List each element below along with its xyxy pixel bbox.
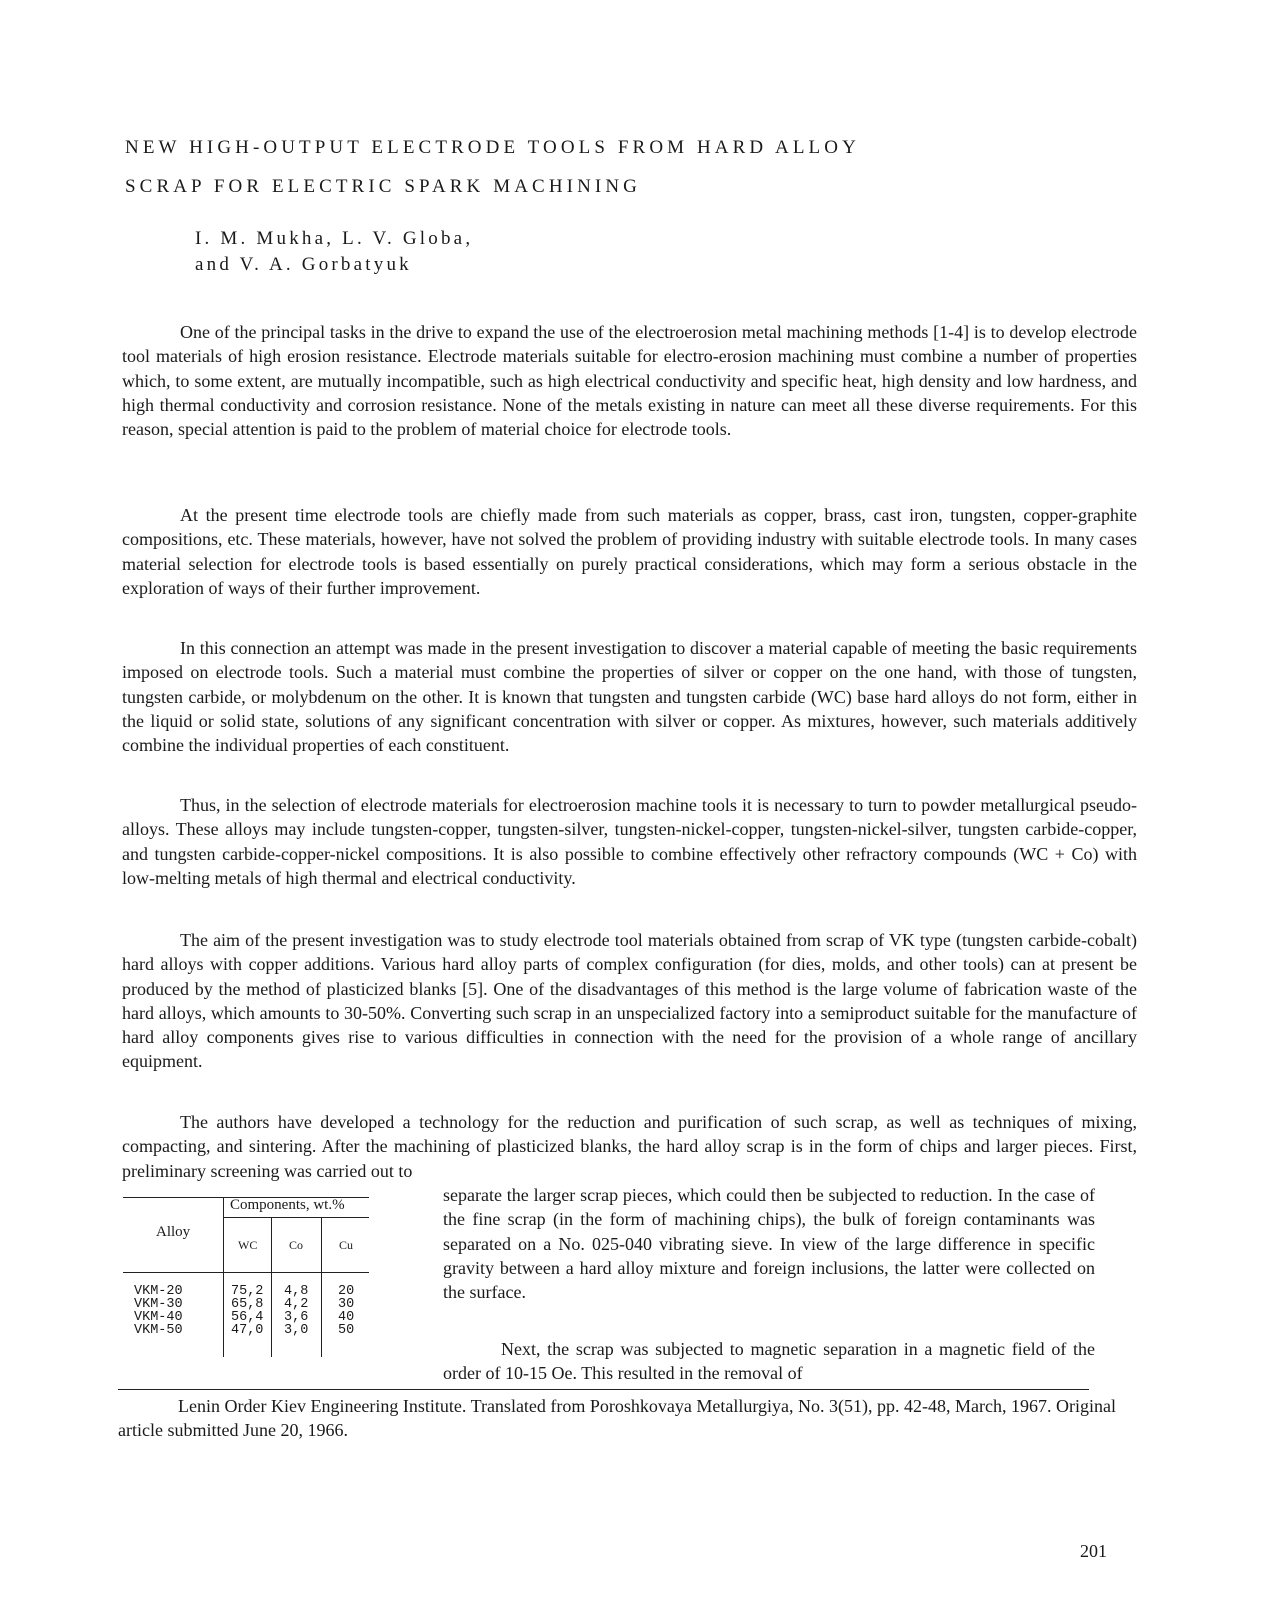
table-group-rule (224, 1217, 369, 1218)
table-cell-wc: 56,4 (231, 1310, 264, 1325)
article-title-line-2: SCRAP FOR ELECTRIC SPARK MACHINING (125, 176, 641, 197)
table-cell-wc: 65,8 (231, 1297, 264, 1312)
body-paragraph-3: In this connection an attempt was made in the present investigation to discover a material capable of meeting the basic requirements imposed on electrode tools. Such a material must combine the properties of silver or copper on the one hand, with those of tungsten, tungsten carbide, or molybdenum on the other. It is known that tungsten and tungsten carbide (WC) base hard alloys do not form, either in the liquid or solid state, solutions of any significant concentration with silver or copper. As mixtures, however, such materials additively combine the individual properties of each constituent. (122, 638, 1137, 756)
table-header-cu: Cu (339, 1238, 354, 1252)
footnote-divider (118, 1389, 1089, 1390)
page-number: 201 (1080, 1541, 1107, 1561)
body-paragraph-5: The aim of the present investigation was to study electrode tool materials obtained from scrap of VK type (tungsten carbide-cobalt) hard alloys with copper additions. Various hard alloy parts of complex configuration (for dies, molds, and other tools) can at present be produced by the method of plasticized blanks [5]. One of the disadvantages of this method is the large volume of fabrication waste of the hard alloys, which amounts to 30-50%. Converting such scrap in an unspecialized factory into a semiproduct suitable for the manufacture of hard alloy components gives rise to various difficulties in connection with the need for the provision of a whole range of ancillary equipment. (122, 930, 1137, 1072)
body-paragraph-2: At the present time electrode tools are chiefly made from such materials as copper, brass, cast iron, tungsten, copper-graphite compositions, etc. These materials, however, have not solved the problem of providing industry with suitable electrode tools. In many cases material selection for electrode tools is based essentially on purely practical considerations, which may form a serious obstacle in the exploration of ways of their further improvement. (122, 505, 1137, 598)
body-paragraph-6-continued: separate the larger scrap pieces, which could then be subjected to reduction. In the case of the fine scrap (in the form of machining chips), the bulk of foreign contaminants was separated on a No. 025-040 vibrating sieve. In view of the large difference in specific gravity between a hard alloy mixture and foreign inclusions, the latter were collected on the surface. (443, 1185, 1095, 1303)
table-header-rule (123, 1272, 369, 1273)
table-cell-wc: 47,0 (231, 1323, 264, 1338)
table-cell-alloy: VKM-30 (134, 1297, 183, 1312)
body-paragraph-4: Thus, in the selection of electrode materials for electroerosion machine tools it is necessary to turn to powder metallurgical pseudo-alloys. These alloys may include tungsten-copper, tungsten-silver, tungsten-nickel-copper, tungsten-nickel-silver, tungsten carbide-copper, and tungsten carbide-copper-nickel compositions. It is also possible to combine effectively other refractory compounds (WC + Co) with low-melting metals of high thermal and electrical conductivity. (122, 795, 1137, 888)
body-paragraph-7: Next, the scrap was subjected to magnetic separation in a magnetic field of the order of 10-15 Oe. This resulted in the removal of (443, 1339, 1095, 1384)
table-header-components: Components, wt.% (230, 1197, 345, 1213)
table-header-wc: WC (238, 1238, 258, 1252)
table-cell-co: 4,8 (284, 1284, 309, 1299)
table-cell-cu: 40 (338, 1310, 355, 1325)
table-cell-co: 3,0 (284, 1323, 309, 1338)
table-header-alloy: Alloy (156, 1224, 191, 1240)
table-vrule-wc (271, 1217, 272, 1357)
footnote: Lenin Order Kiev Engineering Institute. Translated from Poroshkovaya Metallurgiya, No. 3(51), pp. 42-48, March, 1967. Original article submitted June 20, 1966. (118, 1396, 1116, 1440)
body-paragraph-6: The authors have developed a technology for the reduction and purification of such scrap, as well as techniques of mixing, compacting, and sintering. After the machining of plasticized blanks, the hard alloy scrap is in the form of chips and larger pieces. First, preliminary screening was carried out to (122, 1112, 1137, 1181)
article-title-line-1: NEW HIGH-OUTPUT ELECTRODE TOOLS FROM HARD ALLOY (125, 137, 860, 158)
table-cell-cu: 50 (338, 1323, 355, 1338)
table-header-co: Co (289, 1238, 304, 1252)
body-paragraph-1: One of the principal tasks in the drive to expand the use of the electroerosion metal machining methods [1-4] is to develop electrode tool materials of high erosion resistance. Electrode materials suitable for electro-erosion machining must combine a number of properties which, to some extent, are mutually incompatible, such as high electrical conductivity and specific heat, high density and low hardness, and high thermal conductivity and corrosion resistance. None of the metals existing in nature can meet all these diverse requirements. For this reason, special attention is paid to the problem of material choice for electrode tools. (122, 322, 1137, 440)
authors-line-2: and V. A. Gorbatyuk (195, 254, 412, 275)
table-cell-wc: 75,2 (231, 1284, 264, 1299)
table-cell-cu: 30 (338, 1297, 355, 1312)
table-cell-alloy: VKM-40 (134, 1310, 183, 1325)
composition-table (123, 1194, 369, 1359)
table-cell-alloy: VKM-20 (134, 1284, 183, 1299)
table-cell-cu: 20 (338, 1284, 355, 1299)
table-vrule-co (321, 1217, 322, 1357)
table-cell-alloy: VKM-50 (134, 1323, 183, 1338)
authors-line-1: I. M. Mukha, L. V. Globa, (195, 228, 474, 249)
table-cell-co: 3,6 (284, 1310, 309, 1325)
table-vrule-alloy (223, 1197, 224, 1357)
table-cell-co: 4,2 (284, 1297, 309, 1312)
